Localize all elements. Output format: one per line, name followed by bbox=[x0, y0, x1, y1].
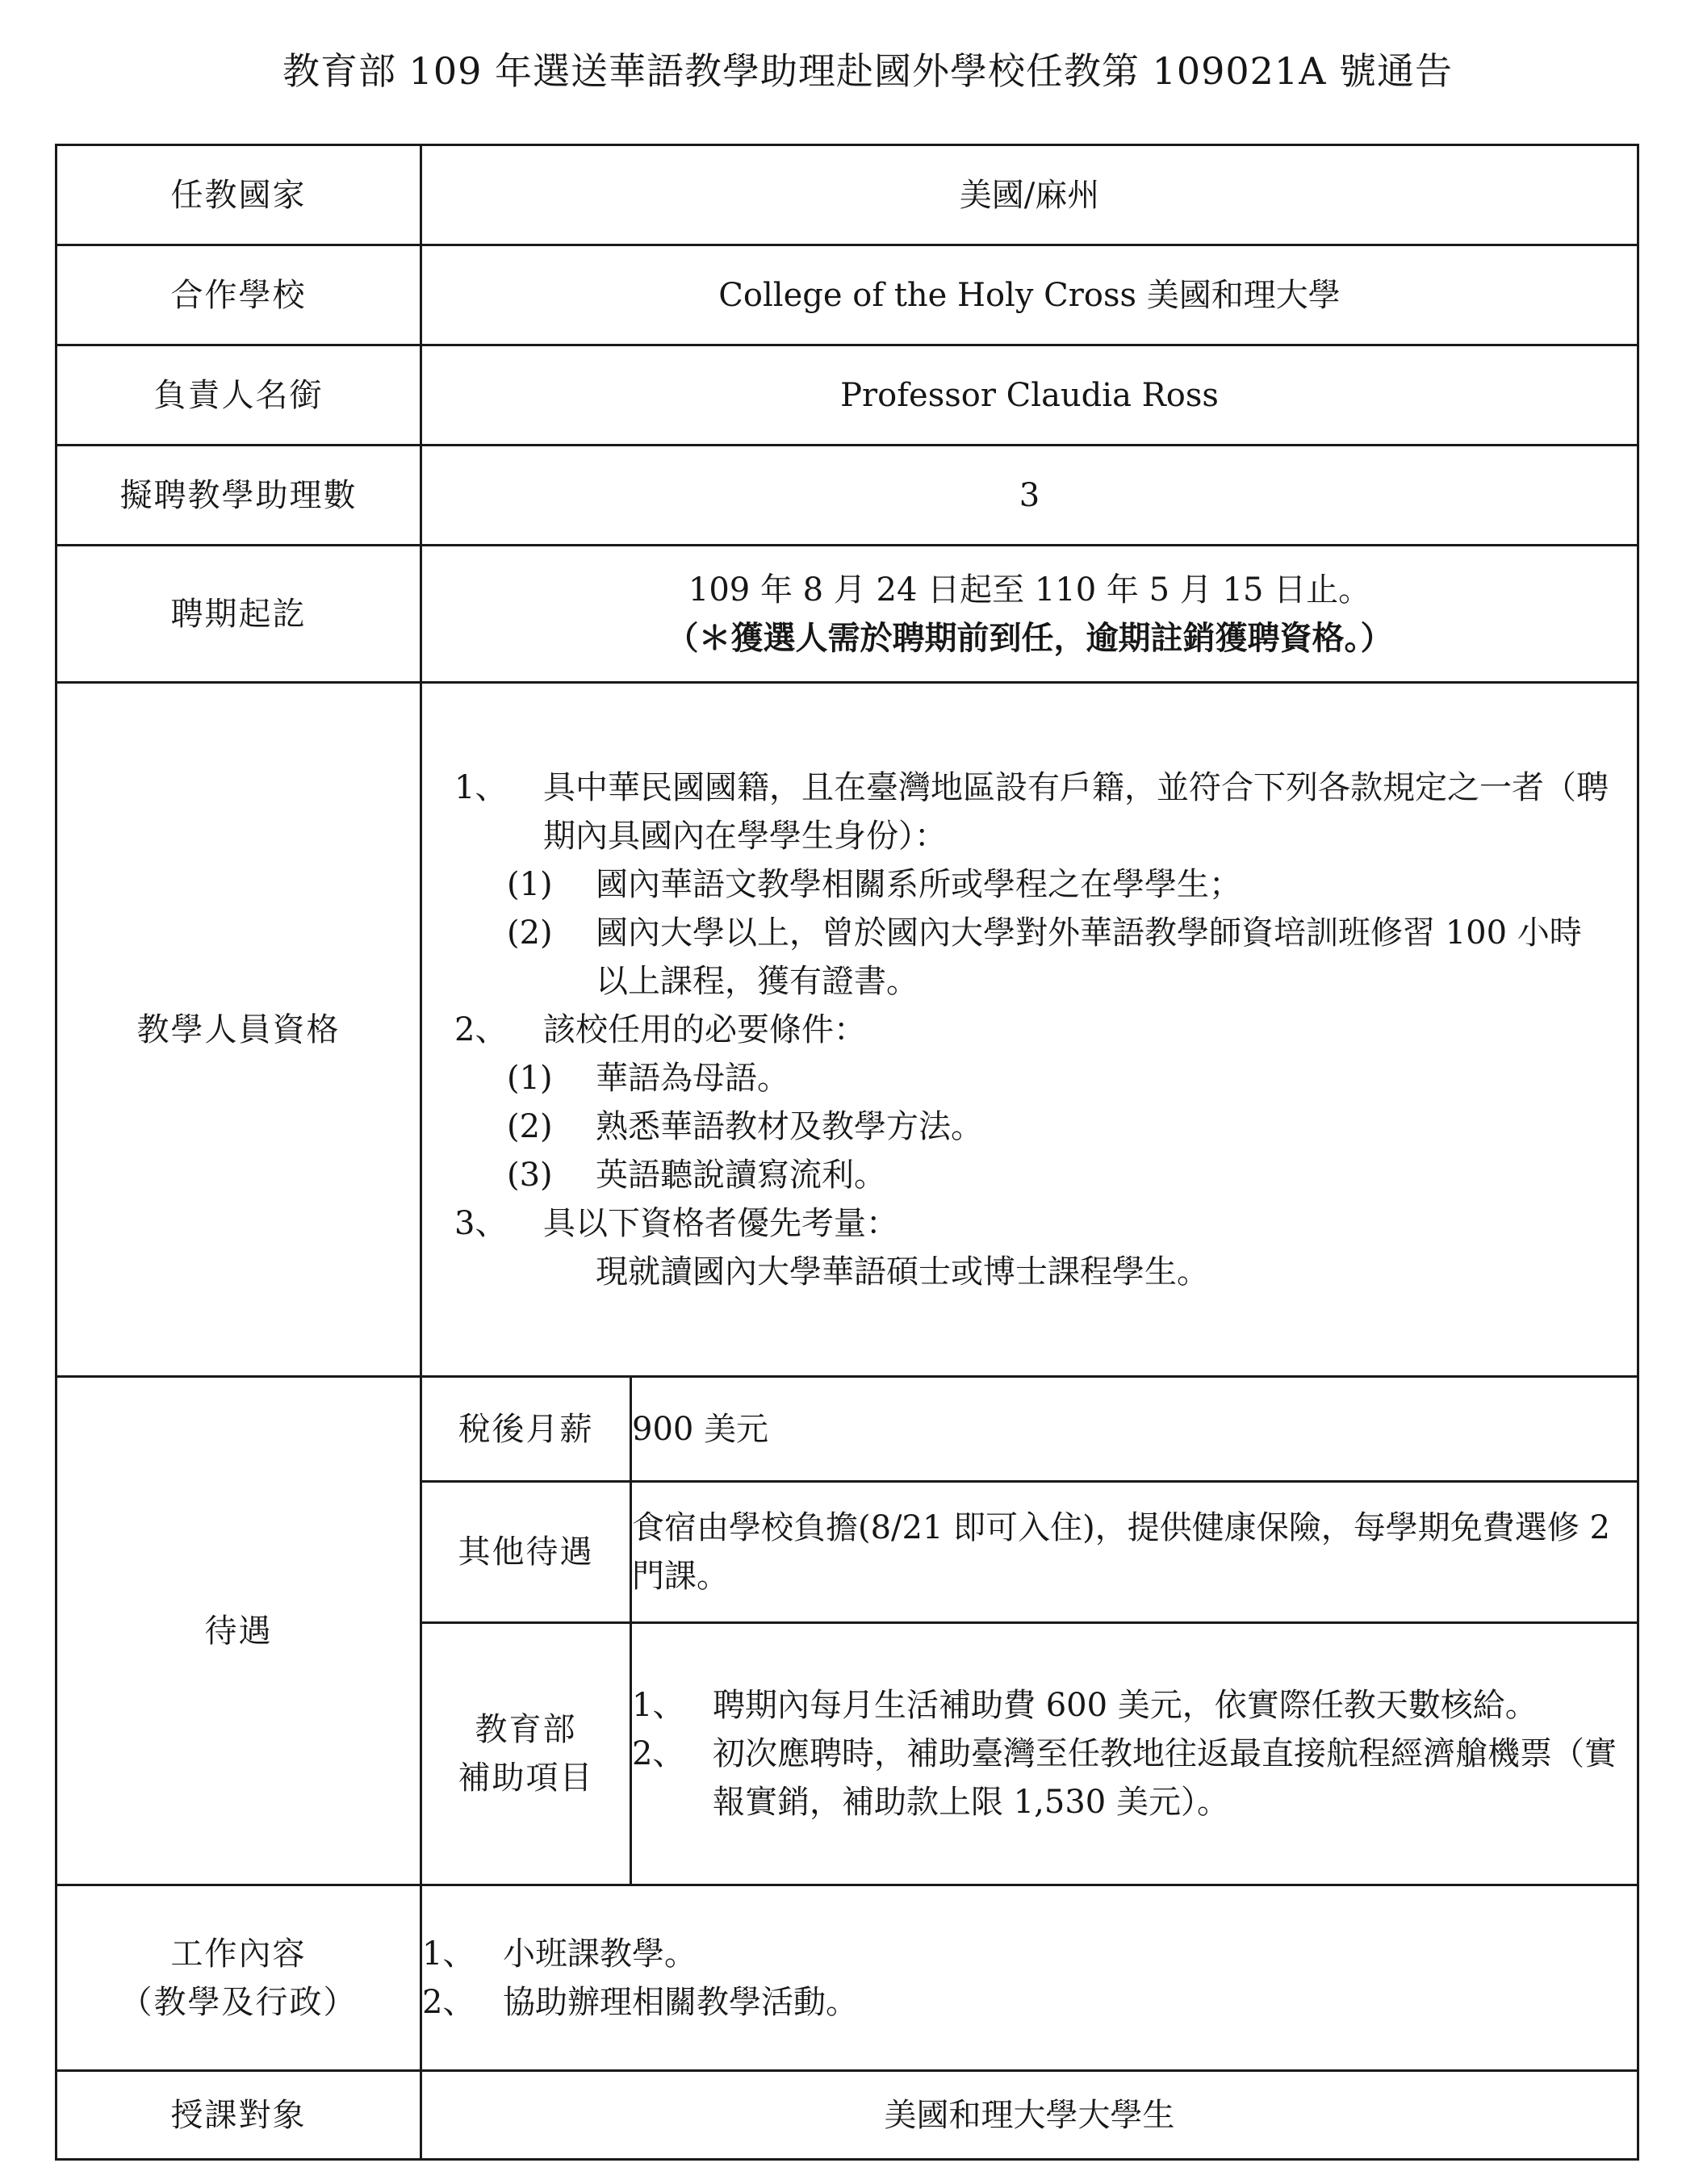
qualification-subitem bbox=[454, 1151, 1613, 1199]
subsidy-text: 初次應聘時，補助臺灣至任教地往返最直接航程經濟艙機票（實報實銷，補助款上限 1,530 美元）。 bbox=[713, 1735, 1617, 1821]
subitem-text: 英語聽說讀寫流利。 bbox=[596, 1156, 886, 1194]
notice-table bbox=[55, 144, 1639, 2161]
benefits-label: 待遇 bbox=[56, 1377, 421, 1885]
duty-item bbox=[422, 1978, 1637, 2027]
subsidy-item bbox=[632, 1730, 1637, 1826]
qualification-text: 該校任用的必要條件： bbox=[543, 1010, 866, 1048]
duties-list bbox=[421, 1885, 1638, 2071]
school-label: 合作學校 bbox=[56, 245, 421, 345]
moe-subsidy-list bbox=[631, 1623, 1638, 1885]
qualification-number: 1、 bbox=[454, 768, 508, 806]
qualification-item bbox=[454, 764, 1613, 860]
country-label: 任教國家 bbox=[56, 145, 421, 245]
period-value-cell bbox=[421, 546, 1638, 683]
row-school bbox=[56, 245, 1638, 345]
qualification-subitem bbox=[454, 909, 1613, 1006]
qualification-subitem bbox=[454, 860, 1613, 909]
subitem-text: 國內大學以上，曾於國內大學對外華語教學師資培訓班修習 100 小時以上課程，獲有證書。 bbox=[596, 914, 1582, 1000]
qualification-item bbox=[454, 1199, 1613, 1248]
subitem-number: (2) bbox=[507, 1107, 553, 1145]
duty-number: 1、 bbox=[422, 1935, 475, 1973]
other-benefits-value: 食宿由學校負擔(8/21 即可入住)，提供健康保險，每學期免費選修 2 門課。 bbox=[631, 1482, 1638, 1623]
salary-value: 900 美元 bbox=[631, 1377, 1638, 1482]
row-contact bbox=[56, 345, 1638, 446]
students-label: 授課對象 bbox=[56, 2071, 421, 2160]
row-country bbox=[56, 145, 1638, 245]
subitem-text: 熟悉華語教材及教學方法。 bbox=[596, 1107, 983, 1145]
row-qualifications bbox=[56, 683, 1638, 1377]
duty-text: 小班課教學。 bbox=[503, 1935, 697, 1973]
qualification-number: 3、 bbox=[454, 1204, 508, 1242]
qualification-text: 具以下資格者優先考量： bbox=[543, 1204, 898, 1242]
qualifications-label: 教學人員資格 bbox=[56, 683, 421, 1377]
subitem-text: 華語為母語。 bbox=[596, 1059, 789, 1097]
qualification-continuation: 現就讀國內大學華語碩士或博士課程學生。 bbox=[596, 1253, 1209, 1291]
other-benefits-label: 其他待遇 bbox=[421, 1482, 631, 1623]
subsidy-text: 聘期內每月生活補助費 600 美元，依實際任教天數核給。 bbox=[713, 1687, 1538, 1724]
salary-label: 稅後月薪 bbox=[421, 1377, 631, 1482]
qualification-number: 2、 bbox=[454, 1010, 508, 1048]
duties-label bbox=[56, 1885, 421, 2071]
row-students bbox=[56, 2071, 1638, 2160]
moe-label-line1: 教育部 bbox=[475, 1711, 577, 1748]
duties-label-line1: 工作內容 bbox=[170, 1935, 307, 1973]
school-value: College of the Holy Cross 美國和理大學 bbox=[421, 245, 1638, 345]
row-duties bbox=[56, 1885, 1638, 2071]
moe-label-line2: 補助項目 bbox=[458, 1759, 594, 1797]
document-title: 教育部 109 年選送華語教學助理赴國外學校任教第 109021A 號通告 bbox=[282, 49, 1454, 93]
period-value: 109 年 8 月 24 日起至 110 年 5 月 15 日止。 bbox=[688, 571, 1371, 609]
subitem-number: (1) bbox=[507, 1059, 553, 1097]
subsidy-number: 2、 bbox=[632, 1735, 685, 1772]
row-positions bbox=[56, 446, 1638, 546]
duty-item bbox=[422, 1930, 1637, 1978]
subitem-number: (3) bbox=[507, 1156, 553, 1194]
subsidy-number: 1、 bbox=[632, 1687, 685, 1724]
duties-label-line2: （教學及行政） bbox=[119, 1983, 358, 2021]
qualification-text: 具中華民國國籍，且在臺灣地區設有戶籍，並符合下列各款規定之一者（聘期內具國內在學學生身份）： bbox=[543, 768, 1609, 855]
moe-subsidy-label bbox=[421, 1623, 631, 1885]
contact-label: 負責人名銜 bbox=[56, 345, 421, 446]
qualifications-cell bbox=[421, 683, 1638, 1377]
qualifications-list bbox=[422, 739, 1637, 1320]
subitem-text: 國內華語文教學相關系所或學程之在學學生； bbox=[596, 865, 1241, 903]
subitem-number: (1) bbox=[507, 865, 553, 903]
subitem-number: (2) bbox=[507, 914, 553, 952]
contact-value: Professor Claudia Ross bbox=[421, 345, 1638, 446]
row-salary bbox=[56, 1377, 1638, 1482]
qualification-item bbox=[454, 1006, 1613, 1054]
period-note: （＊獲選人需於聘期前到任，逾期註銷獲聘資格。） bbox=[666, 618, 1393, 657]
qualification-subitem bbox=[454, 1054, 1613, 1102]
subsidy-item bbox=[632, 1681, 1637, 1730]
duty-number: 2、 bbox=[422, 1983, 475, 2021]
qualification-subitem bbox=[454, 1102, 1613, 1151]
positions-label: 擬聘教學助理數 bbox=[56, 446, 421, 546]
period-label: 聘期起訖 bbox=[56, 546, 421, 683]
students-value: 美國和理大學大學生 bbox=[421, 2071, 1638, 2160]
duty-text: 協助辦理相關教學活動。 bbox=[503, 1983, 858, 2021]
country-value: 美國/麻州 bbox=[421, 145, 1638, 245]
positions-value: 3 bbox=[421, 446, 1638, 546]
row-period bbox=[56, 546, 1638, 683]
